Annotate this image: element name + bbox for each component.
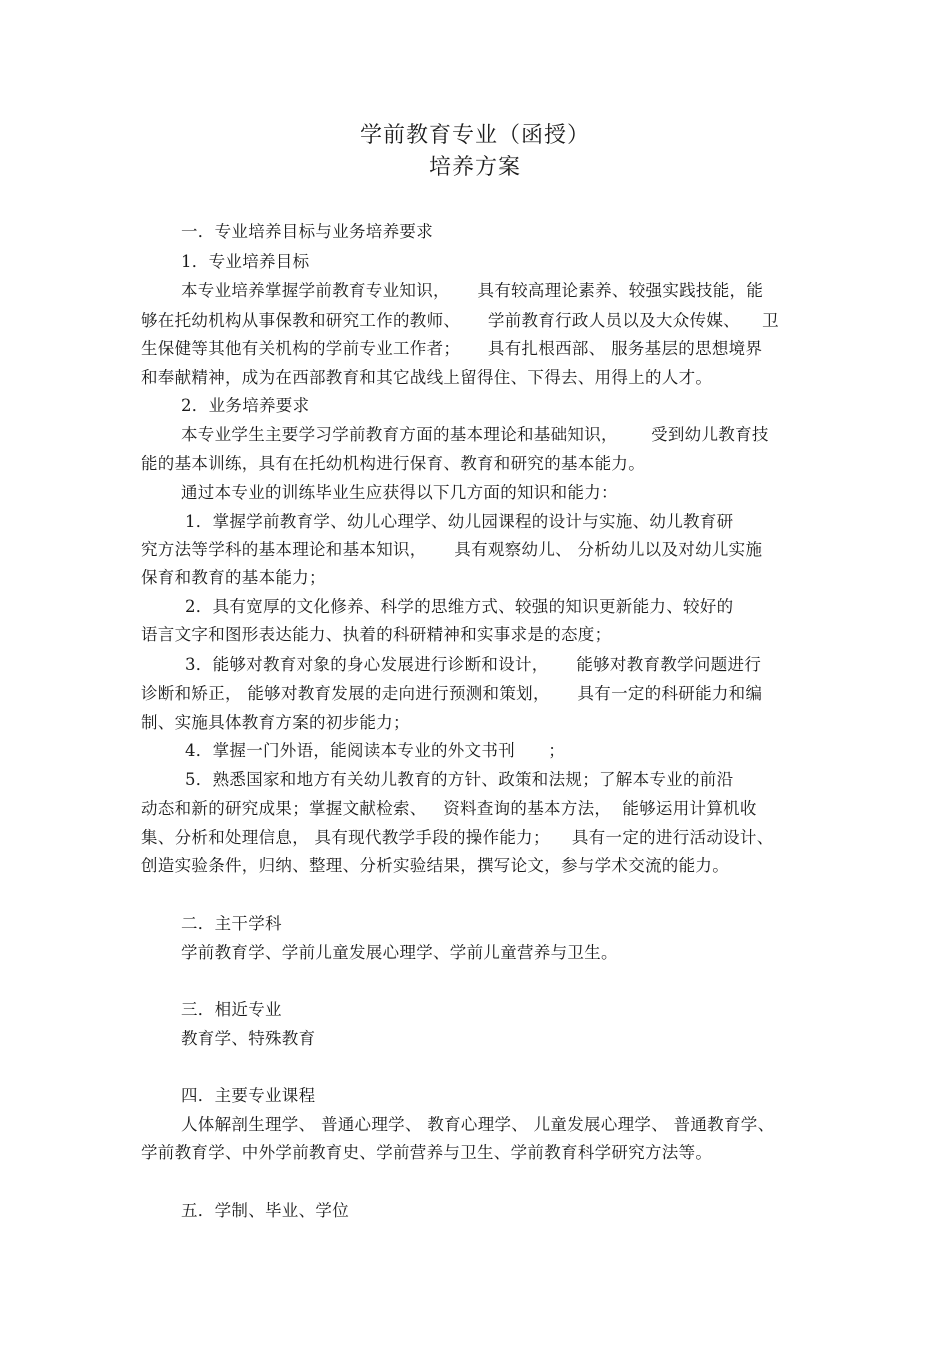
list-item-line: 4．掌握一门外语，能阅读本专业的外文书刊 ； xyxy=(185,741,566,760)
list-item-line: 制、实施具体教育方案的初步能力； xyxy=(141,713,410,732)
list-item-line: 3．能够对教育对象的身心发展进行诊断和设计， 能够对教育教学问题进行 xyxy=(185,655,762,674)
paragraph-line: 学前教育学、中外学前教育史、学前营养与卫生、学前教育科学研究方法等。 xyxy=(141,1143,713,1162)
section-heading: 一．专业培养目标与业务培养要求 xyxy=(181,222,433,241)
document-title: 学前教育专业（函授） xyxy=(359,123,590,148)
list-item-line: 1．掌握学前教育学、幼儿心理学、幼儿园课程的设计与实施、幼儿教育研 xyxy=(185,512,734,531)
list-item-line: 创造实验条件，归纳、整理、分析实验结果，撰写论文，参与学术交流的能力。 xyxy=(141,856,729,875)
subsection-heading: 1．专业培养目标 xyxy=(181,252,310,271)
paragraph-line: 够在托幼机构从事保教和研究工作的教师、 学前教育行政人员以及大众传媒、 卫 xyxy=(141,311,779,330)
paragraph-line: 和奉献精神，成为在西部教育和其它战线上留得住、下得去、用得上的人才。 xyxy=(141,368,713,387)
paragraph-line: 本专业学生主要学习学前教育方面的基本理论和基础知识， 受到幼儿教育技 xyxy=(181,425,769,444)
list-item-line: 集、分析和处理信息， 具有现代教学手段的操作能力； 具有一定的进行活动设计、 xyxy=(141,828,774,847)
subsection-heading: 2．业务培养要求 xyxy=(181,396,310,415)
section-heading: 五．学制、毕业、学位 xyxy=(181,1201,349,1220)
section-heading: 三．相近专业 xyxy=(181,1000,282,1019)
paragraph-line: 生保健等其他有关机构的学前专业工作者； 具有扎根西部、 服务基层的思想境界 xyxy=(141,339,763,358)
paragraph-line: 本专业培养掌握学前教育专业知识， 具有较高理论素养、较强实践技能，能 xyxy=(181,281,764,300)
paragraph-line: 人体解剖生理学、 普通心理学、 教育心理学、 儿童发展心理学、 普通教育学、 xyxy=(181,1115,775,1134)
paragraph-line: 能的基本训练，具有在托幼机构进行保育、教育和研究的基本能力。 xyxy=(141,454,645,473)
list-item-line: 语言文字和图形表达能力、执着的科研精神和实事求是的态度； xyxy=(141,625,612,644)
list-item-line: 5．熟悉国家和地方有关幼儿教育的方针、政策和法规；了解本专业的前沿 xyxy=(185,770,734,789)
document-subtitle: 培养方案 xyxy=(428,155,521,180)
list-item-line: 保育和教育的基本能力； xyxy=(141,568,326,587)
list-item-line: 2．具有宽厚的文化修养、科学的思维方式、较强的知识更新能力、较好的 xyxy=(185,597,734,616)
paragraph-line: 通过本专业的训练毕业生应获得以下几方面的知识和能力： xyxy=(181,483,618,502)
section-heading: 二．主干学科 xyxy=(181,914,282,933)
section-heading: 四．主要专业课程 xyxy=(181,1086,316,1105)
paragraph-line: 学前教育学、学前儿童发展心理学、学前儿童营养与卫生。 xyxy=(181,943,618,962)
list-item-line: 究方法等学科的基本理论和基本知识， 具有观察幼儿、 分析幼儿以及对幼儿实施 xyxy=(141,540,763,559)
list-item-line: 诊断和矫正， 能够对教育发展的走向进行预测和策划， 具有一定的科研能力和编 xyxy=(141,684,763,703)
list-item-line: 动态和新的研究成果；掌握文献检索、 资料查询的基本方法， 能够运用计算机收 xyxy=(141,799,757,818)
paragraph-line: 教育学、特殊教育 xyxy=(181,1029,316,1048)
